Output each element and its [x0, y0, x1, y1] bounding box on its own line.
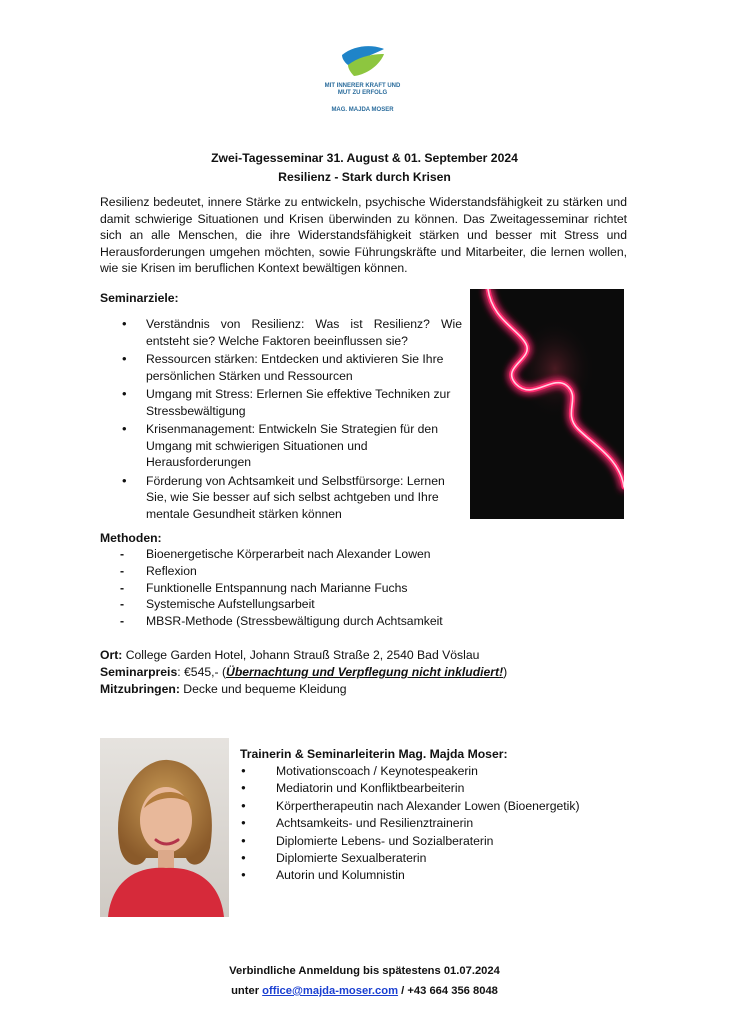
logo-tagline-2: MUT ZU ERFOLG — [337, 90, 388, 96]
goals-heading: Seminarziele: — [100, 291, 179, 305]
list-item: - Bioenergetische Körperarbeit nach Alexander Lowen — [100, 546, 443, 563]
price-value: : €545,- ( — [177, 665, 227, 679]
price-close: ) — [503, 665, 508, 679]
list-item: ● Autorin und Kolumnistin — [240, 867, 580, 884]
list-item: • Ressourcen stärken: Entdecken und aktivieren Sie Ihre persönlichen Stärken und Ressourcen — [100, 351, 462, 384]
bring-value: Decke und bequeme Kleidung — [179, 682, 347, 696]
contact-prefix: unter — [231, 985, 263, 997]
list-item: ● Achtsamkeits- und Resilienztrainerin — [240, 815, 580, 832]
registration-deadline: Verbindliche Anmeldung bis spätestens 01.07.2024 — [229, 965, 500, 977]
list-item: - Systemische Aufstellungsarbeit — [100, 596, 443, 613]
list-item: • Förderung von Achtsamkeit und Selbstfürsorge: Lernen Sie, wie Sie besser auf sich selbst achtgeben und Ihre mentale Gesundheit stärken können — [100, 473, 462, 523]
list-item: ● Körpertherapeutin nach Alexander Lowen (Bioenergetik) — [240, 798, 580, 815]
logo — [305, 45, 420, 120]
bring-line — [100, 681, 347, 698]
bring-label: Mitzubringen: — [100, 682, 180, 696]
goals-list — [100, 316, 462, 524]
price-line — [100, 664, 507, 681]
leaf-wings-icon — [338, 45, 388, 79]
location-value: College Garden Hotel, Johann Strauß Straße 2, 2540 Bad Vöslau — [122, 648, 480, 662]
list-item: ● Motivationscoach / Keynotespeakerin — [240, 763, 580, 780]
trainer-list — [240, 763, 580, 885]
list-item: • Verständnis von Resilienz: Was ist Resilienz? Wie entsteht sie? Welche Faktoren beeinflussen sie? — [100, 316, 462, 349]
trainer-portrait-photo — [100, 738, 229, 917]
list-item: ● Diplomierte Lebens- und Sozialberaterin — [240, 833, 580, 850]
list-item: - Funktionelle Entspannung nach Marianne Fuchs — [100, 580, 443, 597]
email-link[interactable]: office@majda-moser.com — [262, 985, 399, 997]
phone-number: / +43 664 356 8048 — [398, 985, 498, 997]
trainer-heading: Trainerin & Seminarleiterin Mag. Majda Moser: — [240, 747, 508, 761]
price-note: Übernachtung und Verpflegung nicht inkludiert! — [226, 665, 504, 679]
list-item: • Krisenmanagement: Entwickeln Sie Strategien für den Umgang mit schwierigen Situationen und Herausforderungen — [100, 421, 462, 471]
list-item: - MBSR-Methode (Stressbewältigung durch Achtsamkeit — [100, 613, 443, 630]
methods-heading: Methoden: — [100, 531, 162, 545]
logo-owner: MAG. MAJDA MOSER — [331, 107, 394, 113]
page-title: Zwei-Tagesseminar 31. August & 01. September 2024 — [211, 151, 518, 165]
logo-tagline-1: MIT INNERER KRAFT UND — [324, 83, 401, 89]
location-label: Ort: — [100, 648, 123, 662]
price-label: Seminarpreis — [100, 665, 178, 679]
contact-line — [0, 983, 729, 1000]
page-subtitle: Resilienz - Stark durch Krisen — [278, 170, 451, 184]
list-item: ● Diplomierte Sexualberaterin — [240, 850, 580, 867]
methods-list — [100, 546, 443, 630]
intro-paragraph: Resilienz bedeutet, innere Stärke zu entwickeln, psychische Widerstandsfähigkeit zu stärken und damit schwierige Situationen und Krisen überwinden zu können. Das Zweitagesseminar richtet sich an alle Menschen, die ihre Widerstandsfähigkeit stärken und besser mit Stress und Herausforderungen umgehen möchten, sowie Führungskräfte und Mitarbeiter, die lernen wollen, wie sie Krisen im beruflichen Kontext bewältigen können. — [100, 195, 627, 275]
location-line — [100, 647, 479, 664]
list-item: • Umgang mit Stress: Erlernen Sie effektive Techniken zur Stressbewältigung — [100, 386, 462, 419]
list-item: ● Mediatorin und Konfliktbearbeiterin — [240, 780, 580, 797]
neon-figure-image — [470, 289, 624, 519]
list-item: - Reflexion — [100, 563, 443, 580]
